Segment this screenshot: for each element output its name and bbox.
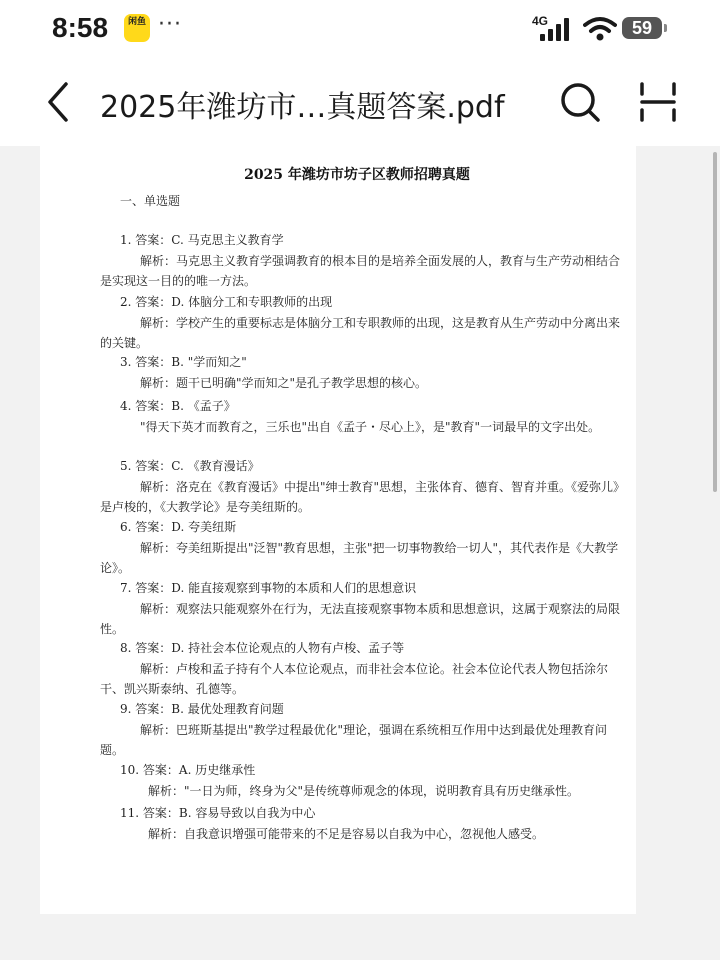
question-item [40, 292, 674, 353]
wifi-icon [583, 16, 617, 42]
pdf-page [40, 146, 636, 914]
answer-line: 1. 答案：C. 马克思主义教育学 [120, 233, 284, 247]
status-time: 8:58 [52, 12, 109, 43]
question-item [40, 760, 674, 801]
explanation-text: "得天下英才而教育之，三乐也"出自《孟子・尽心上》，是"教育"一词最早的文字出处。 [140, 420, 601, 434]
question-item [40, 456, 674, 517]
question-item [40, 699, 674, 760]
question-item [40, 230, 674, 291]
search-icon[interactable] [558, 80, 602, 124]
answer-line: 6. 答案：D. 夸美纽斯 [120, 520, 237, 534]
menu-icon[interactable] [636, 80, 680, 124]
status-bar [0, 0, 720, 58]
document-toolbar [0, 58, 720, 146]
answer-line: 5. 答案：C. 《教育漫话》 [120, 459, 260, 473]
explanation-text: 解析：观察法只能观察外在行为，无法直接观察事物本质和思想意识，这属于观察法的局限性。 [100, 602, 621, 636]
signal-icon [538, 16, 574, 42]
answer-line: 7. 答案：D. 能直接观察到事物的本质和人们的思想意识 [120, 581, 417, 595]
question-item [40, 638, 674, 699]
explanation-text: 解析：夸美纽斯提出"泛智"教育思想，主张"把一切事物教给一切人"，其代表作是《大教学论》。 [100, 541, 619, 575]
explanation-text: 解析：马克思主义教育学强调教育的根本目的是培养全面发展的人，教育与生产劳动相结合是实现这一目的的唯一方法。 [100, 254, 621, 288]
document-title: 2025年潍坊市…真题答案.pdf [100, 90, 505, 125]
explanation-text: 解析：题干已明确"学而知之"是孔子教学思想的核心。 [140, 376, 428, 390]
question-item [40, 803, 674, 844]
pdf-title: 2025 年潍坊市坊子区教师招聘真题 [244, 167, 470, 183]
explanation-text: 解析：学校产生的重要标志是体脑分工和专职教师的出现，这是教育从生产劳动中分离出来的关键。 [100, 316, 621, 350]
network-type-label: 4G [532, 14, 549, 28]
answer-line: 3. 答案：B. "学而知之" [120, 355, 247, 369]
explanation-text: 解析："一日为师，终身为父"是传统尊师观念的体现，说明教育具有历史继承性。 [148, 784, 580, 798]
question-item [40, 352, 674, 393]
answer-line: 11. 答案：B. 容易导致以自我为中心 [120, 806, 316, 820]
question-item [40, 396, 674, 437]
scrollbar-thumb[interactable] [713, 152, 717, 492]
explanation-text: 解析：卢梭和孟子持有个人本位论观点，而非社会本位论。社会本位论代表人物包括涂尔干、凯兴斯泰纳、孔德等。 [100, 662, 609, 696]
app-notification-icon: 闲鱼 [124, 14, 150, 42]
battery-tip [664, 24, 667, 32]
answer-line: 2. 答案：D. 体脑分工和专职教师的出现 [120, 295, 333, 309]
answer-line: 8. 答案：D. 持社会本位论观点的人物有卢梭、孟子等 [120, 641, 405, 655]
question-item [40, 517, 674, 578]
more-notifications-icon: ··· [158, 12, 182, 37]
explanation-text: 解析：巴班斯基提出"教学过程最优化"理论，强调在系统相互作用中达到最优处理教育问题。 [100, 723, 608, 757]
section-heading: 一、单选题 [120, 194, 181, 208]
answer-line: 10. 答案：A. 历史继承性 [120, 763, 256, 777]
question-item [40, 578, 674, 639]
pdf-viewer[interactable] [0, 146, 720, 960]
answer-line: 9. 答案：B. 最优处理教育问题 [120, 702, 284, 716]
back-chevron-icon[interactable] [40, 80, 80, 124]
explanation-text: 解析：洛克在《教育漫话》中提出"绅士教育"思想，主张体育、德育、智育并重。《爱弥儿》是卢梭的，《大教学论》是夸美纽斯的。 [100, 480, 620, 514]
answer-line: 4. 答案：B. 《孟子》 [120, 399, 236, 413]
explanation-text: 解析：自我意识增强可能带来的不足是容易以自我为中心，忽视他人感受。 [148, 827, 545, 841]
battery-icon: 59 [622, 17, 662, 39]
